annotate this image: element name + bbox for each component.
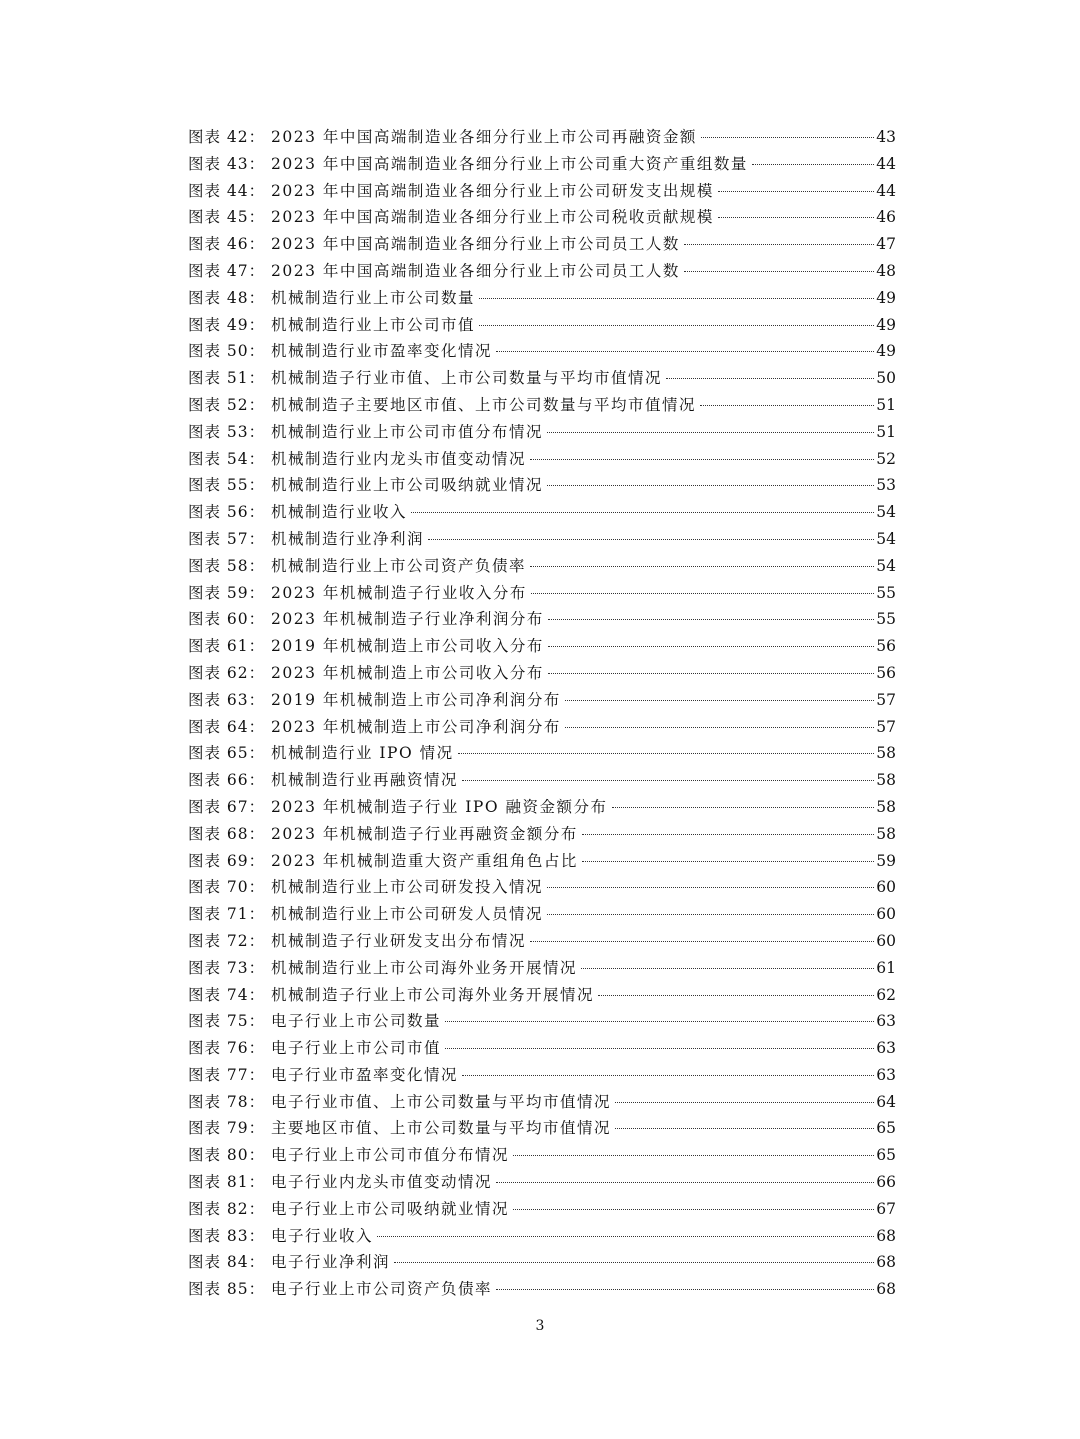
toc-entry-label: 图表 55： [188, 476, 266, 495]
toc-entry-label: 图表 69： [188, 851, 266, 870]
toc-entry-page: 65 [876, 1119, 896, 1138]
toc-entry-page: 64 [876, 1092, 896, 1111]
toc-entry-title: 电子行业收入 [271, 1226, 374, 1245]
toc-entry[interactable] [188, 392, 896, 419]
toc-entry-title: 电子行业上市公司市值分布情况 [271, 1146, 510, 1165]
toc-entry[interactable] [188, 1223, 896, 1250]
toc-entry-title: 机械制造行业上市公司海外业务开展情况 [271, 958, 578, 977]
toc-entry-label: 图表 54： [188, 449, 266, 468]
toc-entry[interactable] [188, 794, 896, 821]
toc-entry-title: 机械制造子行业研发支出分布情况 [271, 931, 527, 950]
toc-entry[interactable] [188, 633, 896, 660]
toc-dot-leader [565, 727, 874, 728]
toc-entry-page: 58 [876, 771, 896, 790]
toc-entry-label: 图表 78： [188, 1092, 266, 1111]
toc-entry-title: 机械制造行业上市公司研发投入情况 [271, 878, 544, 897]
toc-dot-leader [513, 1209, 874, 1210]
toc-entry[interactable] [188, 982, 896, 1009]
toc-entry-label: 图表 67： [188, 797, 266, 816]
toc-entry-label: 图表 73： [188, 958, 266, 977]
toc-entry-title: 2023 年机械制造重大资产重组角色占比 [271, 851, 578, 870]
toc-entry[interactable] [188, 821, 896, 848]
toc-entry-title: 电子行业上市公司数量 [271, 1012, 442, 1031]
toc-entry-title: 2023 年机械制造上市公司收入分布 [271, 663, 544, 682]
toc-dot-leader [377, 1236, 874, 1237]
toc-entry-page: 63 [876, 1012, 896, 1031]
toc-entry-label: 图表 80： [188, 1146, 266, 1165]
toc-dot-leader [411, 512, 874, 513]
toc-dot-leader [582, 861, 874, 862]
toc-entry[interactable] [188, 1089, 896, 1116]
page-number: 3 [535, 1318, 545, 1334]
toc-entry-page: 59 [876, 851, 896, 870]
toc-entry-label: 图表 46： [188, 235, 266, 254]
toc-entry-title: 电子行业净利润 [271, 1253, 391, 1272]
toc-entry-page: 58 [876, 824, 896, 843]
toc-entry-page: 56 [876, 663, 896, 682]
toc-entry-title: 机械制造行业 IPO 情况 [271, 744, 454, 763]
toc-entry-title: 2023 年机械制造子行业 IPO 融资金额分布 [271, 797, 608, 816]
toc-entry-label: 图表 85： [188, 1280, 266, 1299]
toc-entry-page: 55 [876, 610, 896, 629]
toc-entry-title: 2019 年机械制造上市公司净利润分布 [271, 690, 561, 709]
toc-entry-title: 机械制造行业再融资情况 [271, 771, 459, 790]
toc-entry-label: 图表 47： [188, 261, 266, 280]
toc-entry-label: 图表 57： [188, 529, 266, 548]
toc-entry-label: 图表 77： [188, 1065, 266, 1084]
toc-entry[interactable] [188, 204, 896, 231]
toc-entry-label: 图表 60： [188, 610, 266, 629]
toc-entry-label: 图表 71： [188, 905, 266, 924]
toc-dot-leader [548, 619, 874, 620]
toc-dot-leader [462, 1075, 874, 1076]
toc-entry[interactable] [188, 767, 896, 794]
toc-entry-page: 52 [876, 449, 896, 468]
toc-entry-label: 图表 59： [188, 583, 266, 602]
toc-entry[interactable] [188, 499, 896, 526]
toc-entry-title: 机械制造子主要地区市值、上市公司数量与平均市值情况 [271, 395, 697, 414]
toc-entry-page: 43 [876, 128, 896, 146]
toc-entry-title: 2023 年中国高端制造业各细分行业上市公司税收贡献规模 [271, 208, 714, 227]
toc-entry-page: 48 [876, 261, 896, 280]
toc-entry-title: 主要地区市值、上市公司数量与平均市值情况 [271, 1119, 612, 1138]
toc-entry[interactable] [188, 365, 896, 392]
toc-entry-page: 60 [876, 878, 896, 897]
toc-entry-page: 53 [876, 476, 896, 495]
toc-dot-leader [598, 995, 874, 996]
toc-entry-page: 60 [876, 931, 896, 950]
toc-entry-title: 电子行业市值、上市公司数量与平均市值情况 [271, 1092, 612, 1111]
toc-entry[interactable] [188, 446, 896, 473]
toc-entry-label: 图表 48： [188, 288, 266, 307]
toc-entry-label: 图表 72： [188, 931, 266, 950]
toc-entry[interactable] [188, 1276, 896, 1303]
toc-entry-title: 电子行业市盈率变化情况 [271, 1065, 459, 1084]
toc-dot-leader [548, 673, 874, 674]
toc-entry-label: 图表 62： [188, 663, 266, 682]
toc-entry-page: 50 [876, 369, 896, 388]
toc-entry[interactable] [188, 928, 896, 955]
toc-entry-label: 图表 56： [188, 503, 266, 522]
toc-dot-leader [513, 1155, 874, 1156]
toc-dot-leader [479, 298, 874, 299]
toc-entry[interactable] [188, 1142, 896, 1169]
toc-entry-label: 图表 68： [188, 824, 266, 843]
toc-dot-leader [718, 191, 874, 192]
toc-entry[interactable] [188, 580, 896, 607]
toc-entry[interactable] [188, 874, 896, 901]
toc-entry-title: 2023 年中国高端制造业各细分行业上市公司重大资产重组数量 [271, 154, 748, 173]
toc-entry-title: 机械制造行业上市公司研发人员情况 [271, 905, 544, 924]
toc-dot-leader [445, 1048, 874, 1049]
toc-entry-page: 56 [876, 637, 896, 656]
toc-entry-label: 图表 61： [188, 637, 266, 656]
toc-entry-page: 49 [876, 342, 896, 361]
toc-entry-label: 图表 42： [188, 128, 266, 146]
toc-entry-page: 46 [876, 208, 896, 227]
toc-entry-label: 图表 79： [188, 1119, 266, 1138]
toc-entry[interactable] [188, 901, 896, 928]
toc-dot-leader [684, 271, 874, 272]
toc-dot-leader [718, 217, 874, 218]
toc-dot-leader [752, 164, 874, 165]
toc-dot-leader [565, 700, 874, 701]
toc-entry-page: 49 [876, 288, 896, 307]
toc-dot-leader [445, 1021, 874, 1022]
toc-entry-page: 57 [876, 690, 896, 709]
toc-entry-label: 图表 74： [188, 985, 266, 1004]
toc-entry-title: 机械制造行业市盈率变化情况 [271, 342, 493, 361]
toc-entry[interactable] [188, 660, 896, 687]
toc-entry-page: 65 [876, 1146, 896, 1165]
toc-entry-label: 图表 83： [188, 1226, 266, 1245]
toc-entry[interactable] [188, 285, 896, 312]
toc-entry-page: 54 [876, 503, 896, 522]
toc-entry-title: 机械制造行业上市公司资产负债率 [271, 556, 527, 575]
toc-entry-label: 图表 75： [188, 1012, 266, 1031]
toc-entry-title: 2023 年中国高端制造业各细分行业上市公司再融资金额 [271, 128, 697, 146]
toc-entry-title: 机械制造行业净利润 [271, 529, 425, 548]
toc-dot-leader [547, 432, 874, 433]
toc-entry-page: 60 [876, 905, 896, 924]
toc-dot-leader [547, 914, 874, 915]
toc-entry-label: 图表 65： [188, 744, 266, 763]
toc-entry-page: 51 [876, 422, 896, 441]
toc-entry-title: 机械制造子行业市值、上市公司数量与平均市值情况 [271, 369, 663, 388]
toc-entry[interactable] [188, 338, 896, 365]
toc-entry-title: 2019 年机械制造上市公司收入分布 [271, 637, 544, 656]
toc-dot-leader [479, 325, 874, 326]
toc-entry[interactable] [188, 419, 896, 446]
toc-entry[interactable] [188, 472, 896, 499]
toc-dot-leader [615, 1102, 874, 1103]
toc-entry-title: 2023 年中国高端制造业各细分行业上市公司员工人数 [271, 235, 680, 254]
toc-entry-title: 电子行业上市公司市值 [271, 1039, 442, 1058]
toc-entry-label: 图表 66： [188, 771, 266, 790]
toc-dot-leader [394, 1262, 874, 1263]
toc-dot-leader [530, 566, 874, 567]
toc-entry-label: 图表 81： [188, 1173, 266, 1192]
toc-entry-label: 图表 50： [188, 342, 266, 361]
toc-entry-title: 机械制造行业上市公司市值分布情况 [271, 422, 544, 441]
toc-entry-label: 图表 84： [188, 1253, 266, 1272]
toc-entry[interactable] [188, 1196, 896, 1223]
toc-dot-leader [615, 1128, 874, 1129]
toc-entry[interactable] [188, 1169, 896, 1196]
toc-entry-page: 67 [876, 1199, 896, 1218]
toc-entry-title: 机械制造行业上市公司吸纳就业情况 [271, 476, 544, 495]
toc-entry-page: 44 [876, 154, 896, 173]
toc-entry-title: 2023 年机械制造子行业再融资金额分布 [271, 824, 578, 843]
toc-entry-label: 图表 49： [188, 315, 266, 334]
toc-dot-leader [530, 459, 874, 460]
toc-entry-page: 47 [876, 235, 896, 254]
toc-dot-leader [547, 887, 874, 888]
toc-entry-page: 63 [876, 1039, 896, 1058]
toc-entry[interactable] [188, 955, 896, 982]
toc-entry[interactable] [188, 740, 896, 767]
toc-entry-page: 62 [876, 985, 896, 1004]
toc-entry-page: 57 [876, 717, 896, 736]
toc-dot-leader [496, 351, 874, 352]
toc-entry-title: 电子行业上市公司资产负债率 [271, 1280, 493, 1299]
toc-entry-title: 电子行业内龙头市值变动情况 [271, 1173, 493, 1192]
toc-entry-page: 61 [876, 958, 896, 977]
toc-entry-title: 机械制造行业收入 [271, 503, 408, 522]
toc-entry-page: 68 [876, 1226, 896, 1245]
toc-entry[interactable] [188, 687, 896, 714]
toc-dot-leader [612, 807, 875, 808]
toc-entry[interactable] [188, 231, 896, 258]
toc-entry[interactable] [188, 714, 896, 741]
toc-entry-title: 2023 年机械制造上市公司净利润分布 [271, 717, 561, 736]
toc-entry-label: 图表 44： [188, 181, 266, 200]
toc-dot-leader [462, 780, 874, 781]
toc-entry-page: 68 [876, 1253, 896, 1272]
toc-entry-title: 2023 年中国高端制造业各细分行业上市公司研发支出规模 [271, 181, 714, 200]
toc-entry-page: 44 [876, 181, 896, 200]
toc-dot-leader [496, 1289, 874, 1290]
toc-dot-leader [700, 405, 874, 406]
toc-entry[interactable] [188, 606, 896, 633]
toc-entry-title: 机械制造子行业上市公司海外业务开展情况 [271, 985, 595, 1004]
toc-entry-title: 2023 年机械制造子行业净利润分布 [271, 610, 544, 629]
toc-entry[interactable] [188, 258, 896, 285]
table-of-figures [188, 124, 896, 1303]
toc-entry-page: 54 [876, 556, 896, 575]
toc-entry-page: 66 [876, 1173, 896, 1192]
toc-entry-page: 55 [876, 583, 896, 602]
toc-entry-title: 机械制造行业上市公司市值 [271, 315, 476, 334]
toc-dot-leader [581, 968, 874, 969]
toc-entry-page: 63 [876, 1065, 896, 1084]
toc-entry-label: 图表 45： [188, 208, 266, 227]
toc-entry-title: 电子行业上市公司吸纳就业情况 [271, 1199, 510, 1218]
toc-entry[interactable] [188, 1115, 896, 1142]
toc-entry[interactable] [188, 312, 896, 339]
toc-entry-page: 49 [876, 315, 896, 334]
toc-entry[interactable] [188, 151, 896, 178]
toc-entry-label: 图表 70： [188, 878, 266, 897]
toc-entry-label: 图表 76： [188, 1039, 266, 1058]
toc-dot-leader [530, 941, 874, 942]
toc-dot-leader [701, 137, 874, 138]
toc-entry[interactable] [188, 124, 896, 151]
toc-entry-label: 图表 43： [188, 154, 266, 173]
toc-entry[interactable] [188, 1249, 896, 1276]
toc-entry-page: 58 [876, 797, 896, 816]
toc-entry[interactable] [188, 526, 896, 553]
toc-entry-title: 2023 年中国高端制造业各细分行业上市公司员工人数 [271, 261, 680, 280]
toc-entry[interactable] [188, 1008, 896, 1035]
toc-entry[interactable] [188, 848, 896, 875]
toc-dot-leader [684, 244, 874, 245]
toc-dot-leader [666, 378, 874, 379]
toc-dot-leader [496, 1182, 874, 1183]
toc-entry-title: 2023 年机械制造子行业收入分布 [271, 583, 527, 602]
toc-entry-label: 图表 51： [188, 369, 266, 388]
toc-dot-leader [582, 834, 874, 835]
toc-dot-leader [531, 593, 874, 594]
toc-dot-leader [547, 485, 874, 486]
toc-entry-label: 图表 53： [188, 422, 266, 441]
toc-entry[interactable] [188, 1035, 896, 1062]
toc-dot-leader [458, 753, 874, 754]
toc-entry-label: 图表 82： [188, 1199, 266, 1218]
toc-dot-leader [428, 539, 874, 540]
toc-entry-page: 51 [876, 395, 896, 414]
toc-entry-title: 机械制造行业上市公司数量 [271, 288, 476, 307]
toc-entry-label: 图表 64： [188, 717, 266, 736]
toc-entry-label: 图表 63： [188, 690, 266, 709]
toc-dot-leader [548, 646, 874, 647]
toc-entry[interactable] [188, 178, 896, 205]
toc-entry-page: 54 [876, 529, 896, 548]
toc-entry[interactable] [188, 1062, 896, 1089]
toc-entry[interactable] [188, 553, 896, 580]
toc-entry-label: 图表 58： [188, 556, 266, 575]
toc-entry-page: 68 [876, 1280, 896, 1299]
toc-entry-title: 机械制造行业内龙头市值变动情况 [271, 449, 527, 468]
toc-entry-page: 58 [876, 744, 896, 763]
toc-entry-label: 图表 52： [188, 395, 266, 414]
